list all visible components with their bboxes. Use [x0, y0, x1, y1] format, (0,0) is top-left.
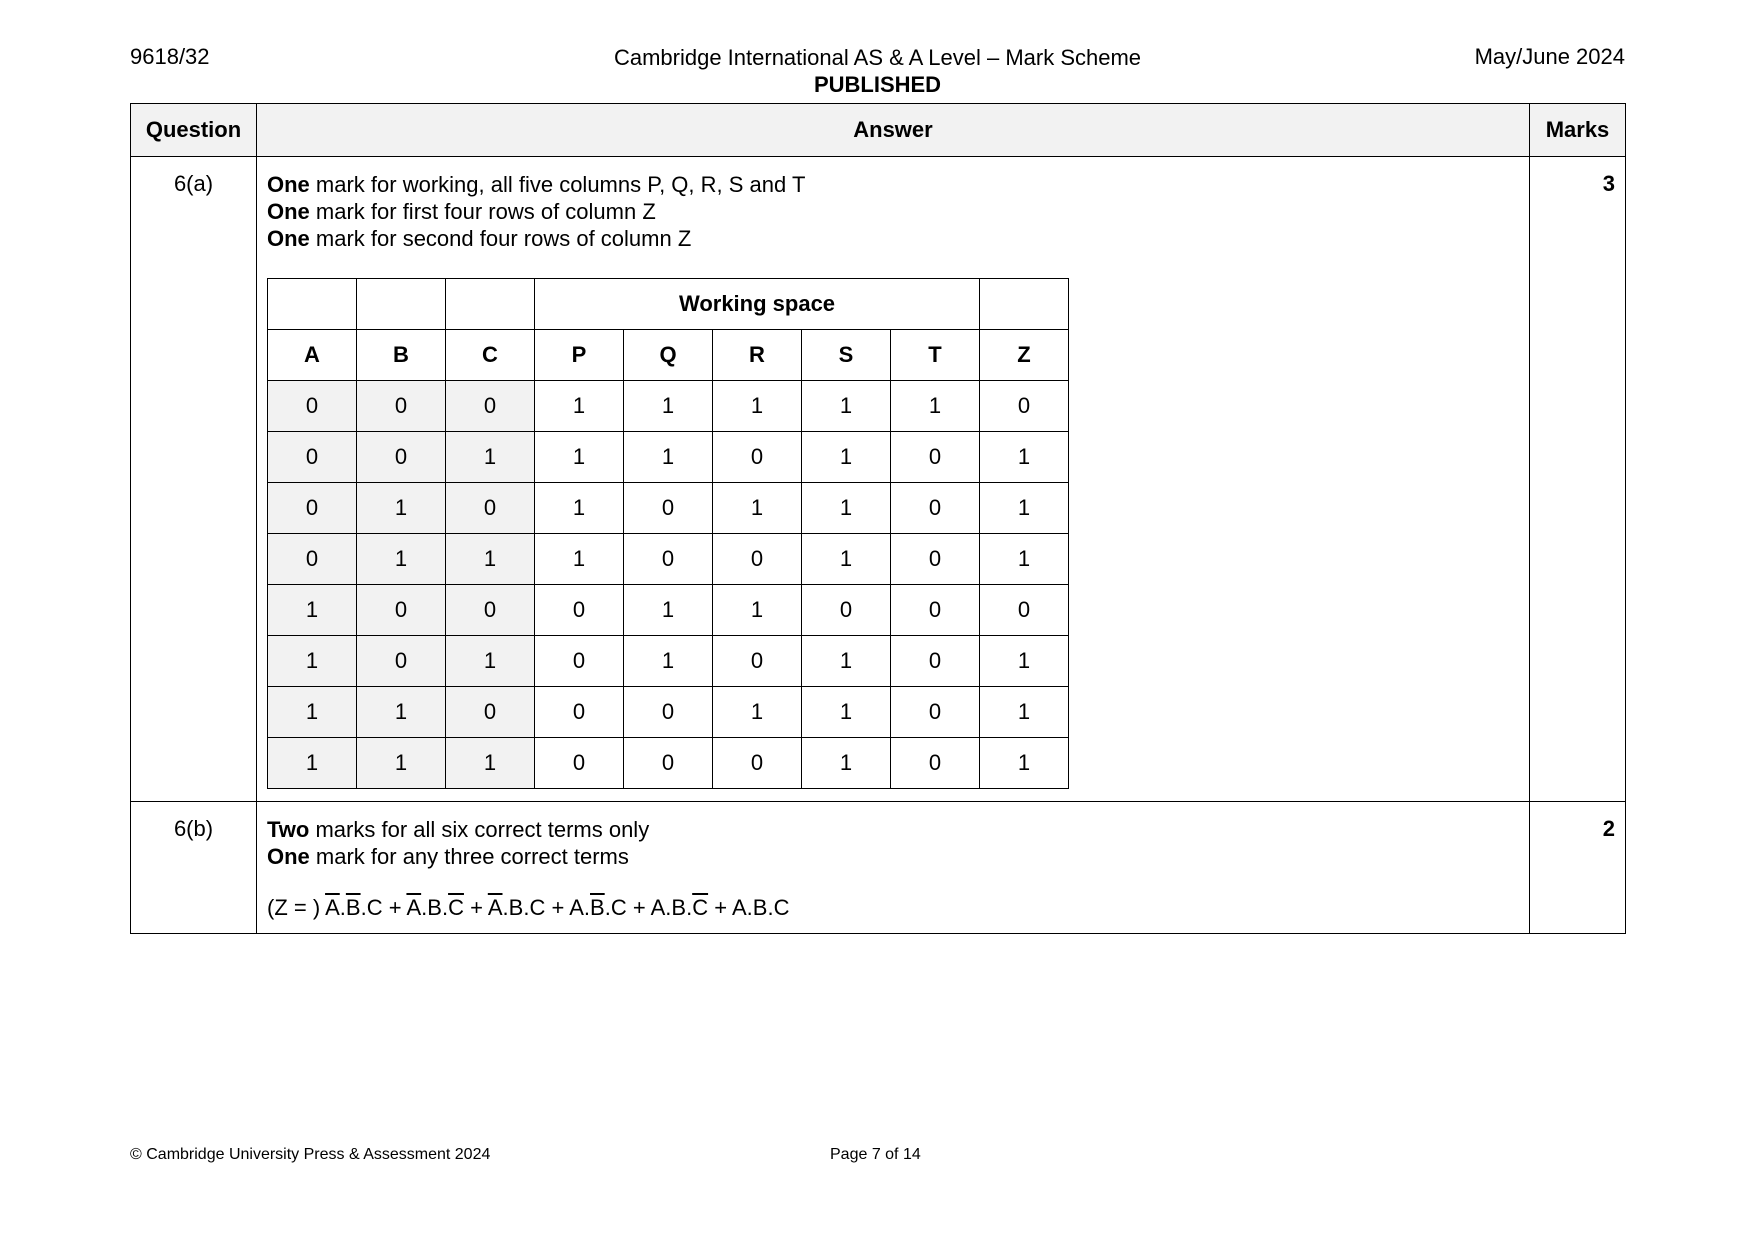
marks-value: 2	[1530, 802, 1626, 934]
boolean-expression	[267, 894, 1519, 921]
cell-c: 0	[446, 483, 535, 534]
and-operator: .	[767, 895, 774, 920]
criterion-text: mark for working, all five columns P, Q, R, S and T	[309, 172, 806, 197]
cell-t: 0	[891, 432, 980, 483]
plus-operator: +	[545, 895, 570, 920]
column-header-r: R	[713, 330, 802, 381]
plus-operator: +	[626, 895, 651, 920]
blank-cell	[268, 279, 357, 330]
question-row-6a	[131, 157, 1626, 802]
and-operator: .	[604, 895, 611, 920]
cell-r: 0	[713, 738, 802, 789]
mark-criteria	[267, 816, 1519, 870]
cell-q: 0	[624, 483, 713, 534]
cell-p: 0	[535, 585, 624, 636]
variable: C	[610, 895, 627, 920]
criterion-line	[267, 843, 1519, 870]
column-header-c: C	[446, 330, 535, 381]
plus-operator: +	[708, 895, 732, 920]
cell-p: 0	[535, 738, 624, 789]
table-row	[268, 483, 1069, 534]
cell-q: 0	[624, 687, 713, 738]
cell-z: 1	[980, 738, 1069, 789]
column-header-z: Z	[980, 330, 1069, 381]
variable: C	[529, 895, 546, 920]
negated-variable: $\overline{B}$	[590, 895, 605, 920]
variable: A	[731, 895, 747, 920]
cell-r: 1	[713, 585, 802, 636]
and-operator: .	[523, 895, 530, 920]
cell-c: 0	[446, 687, 535, 738]
and-operator: .	[583, 895, 590, 920]
cell-r: 1	[713, 483, 802, 534]
cell-b: 0	[357, 381, 446, 432]
copyright-notice: © Cambridge University Press & Assessment 2024	[130, 1146, 491, 1163]
table-header-row	[131, 104, 1626, 157]
criterion-emphasis: One	[267, 172, 310, 197]
and-operator: .	[421, 895, 428, 920]
cell-a: 1	[268, 738, 357, 789]
cell-t: 1	[891, 381, 980, 432]
answer-cell	[257, 802, 1530, 934]
cell-r: 0	[713, 534, 802, 585]
page-number: Page 7 of 14	[830, 1146, 921, 1163]
cell-r: 1	[713, 687, 802, 738]
cell-p: 1	[535, 483, 624, 534]
product-term	[488, 895, 546, 920]
and-operator: .	[441, 895, 449, 920]
and-operator: .	[746, 895, 753, 920]
table-row	[268, 432, 1069, 483]
column-header-b: B	[357, 330, 446, 381]
cell-a: 0	[268, 381, 357, 432]
working-space-label: Working space	[535, 279, 980, 330]
title-text: Cambridge International AS & A Level – Mark Scheme	[613, 45, 1142, 70]
cell-s: 1	[802, 738, 891, 789]
variable: C	[773, 895, 790, 920]
negated-variable: $\overline{A}$	[406, 895, 422, 920]
negated-variable: $\overline{A}$	[325, 895, 340, 920]
table-row	[268, 738, 1069, 789]
cell-r: 1	[713, 381, 802, 432]
cell-p: 1	[535, 534, 624, 585]
blank-cell	[357, 279, 446, 330]
cell-r: 0	[713, 432, 802, 483]
cell-z: 1	[980, 534, 1069, 585]
negated-variable: $\overline{A}$	[487, 895, 503, 920]
cell-z: 1	[980, 636, 1069, 687]
criterion-text: mark for second four rows of column Z	[309, 226, 692, 251]
question-number: 6(b)	[131, 802, 257, 934]
answer-header: Answer	[257, 104, 1530, 157]
cell-z: 1	[980, 483, 1069, 534]
cell-c: 0	[446, 585, 535, 636]
cell-c: 1	[446, 534, 535, 585]
question-header: Question	[131, 104, 257, 157]
cell-p: 0	[535, 687, 624, 738]
expression-prefix: (Z = )	[267, 895, 326, 920]
cell-q: 0	[624, 534, 713, 585]
column-header-a: A	[268, 330, 357, 381]
cell-z: 1	[980, 432, 1069, 483]
cell-q: 1	[624, 381, 713, 432]
cell-t: 0	[891, 636, 980, 687]
cell-a: 0	[268, 432, 357, 483]
and-operator: .	[665, 895, 672, 920]
cell-a: 0	[268, 534, 357, 585]
column-header-t: T	[891, 330, 980, 381]
column-header-row	[268, 330, 1069, 381]
variable: A	[569, 895, 584, 920]
mark-criteria	[267, 171, 1519, 252]
criterion-text: mark for first four rows of column Z	[309, 199, 656, 224]
cell-c: 0	[446, 381, 535, 432]
negated-variable: $\overline{B}$	[345, 895, 361, 920]
criterion-line	[267, 171, 1519, 198]
criterion-emphasis: Two	[267, 817, 310, 842]
column-header-q: Q	[624, 330, 713, 381]
answer-cell	[257, 157, 1530, 802]
truth-table	[267, 278, 1069, 789]
variable: B	[508, 895, 524, 920]
and-operator: .	[686, 895, 693, 920]
cell-b: 1	[357, 483, 446, 534]
product-term	[569, 895, 627, 920]
table-row	[268, 534, 1069, 585]
cell-a: 1	[268, 636, 357, 687]
cell-q: 1	[624, 432, 713, 483]
cell-s: 1	[802, 381, 891, 432]
variable: B	[671, 895, 687, 920]
mark-scheme-table	[130, 103, 1626, 934]
published-label: PUBLISHED	[813, 72, 942, 97]
variable: B	[427, 895, 442, 920]
exam-session: May/June 2024	[1474, 44, 1625, 69]
cell-t: 0	[891, 483, 980, 534]
criterion-emphasis: One	[267, 844, 310, 869]
and-operator: .	[339, 895, 346, 920]
paper-code: 9618/32	[130, 44, 210, 69]
and-operator: .	[502, 895, 509, 920]
cell-a: 0	[268, 483, 357, 534]
and-operator: .	[360, 895, 367, 920]
criterion-line	[267, 198, 1519, 225]
table-row	[268, 585, 1069, 636]
cell-p: 1	[535, 432, 624, 483]
variable: C	[366, 895, 383, 920]
criterion-emphasis: One	[267, 199, 310, 224]
cell-b: 0	[357, 636, 446, 687]
cell-s: 1	[802, 483, 891, 534]
cell-b: 1	[357, 738, 446, 789]
criterion-text: mark for any three correct terms	[309, 844, 629, 869]
cell-a: 1	[268, 687, 357, 738]
product-term	[325, 895, 383, 920]
table-row	[268, 687, 1069, 738]
criterion-emphasis: One	[267, 226, 310, 251]
cell-c: 1	[446, 738, 535, 789]
cell-r: 0	[713, 636, 802, 687]
question-number: 6(a)	[131, 157, 257, 802]
plus-operator: +	[463, 895, 488, 920]
cell-s: 1	[802, 432, 891, 483]
cell-q: 0	[624, 738, 713, 789]
cell-s: 1	[802, 534, 891, 585]
cell-t: 0	[891, 687, 980, 738]
column-header-p: P	[535, 330, 624, 381]
cell-q: 1	[624, 636, 713, 687]
cell-b: 1	[357, 687, 446, 738]
question-row-6b	[131, 802, 1626, 934]
cell-s: 1	[802, 687, 891, 738]
cell-p: 0	[535, 636, 624, 687]
column-header-s: S	[802, 330, 891, 381]
cell-s: 1	[802, 636, 891, 687]
cell-s: 0	[802, 585, 891, 636]
blank-cell	[446, 279, 535, 330]
cell-t: 0	[891, 585, 980, 636]
product-term	[406, 895, 464, 920]
blank-cell	[980, 279, 1069, 330]
cell-q: 1	[624, 585, 713, 636]
product-term	[651, 895, 709, 920]
variable: A	[650, 895, 666, 920]
table-row	[268, 636, 1069, 687]
working-space-row	[268, 279, 1069, 330]
marks-header: Marks	[1530, 104, 1626, 157]
cell-b: 0	[357, 432, 446, 483]
plus-operator: +	[382, 895, 407, 920]
cell-p: 1	[535, 381, 624, 432]
negated-variable: $\overline{C}$	[692, 895, 709, 920]
cell-t: 0	[891, 738, 980, 789]
criterion-line	[267, 816, 1519, 843]
cell-b: 0	[357, 585, 446, 636]
cell-z: 1	[980, 687, 1069, 738]
negated-variable: $\overline{C}$	[448, 895, 464, 920]
variable: B	[752, 895, 768, 920]
cell-t: 0	[891, 534, 980, 585]
table-row	[268, 381, 1069, 432]
cell-c: 1	[446, 432, 535, 483]
cell-a: 1	[268, 585, 357, 636]
criterion-line	[267, 225, 1519, 252]
marks-value: 3	[1530, 157, 1626, 802]
product-term	[732, 895, 790, 920]
cell-c: 1	[446, 636, 535, 687]
cell-z: 0	[980, 381, 1069, 432]
cell-z: 0	[980, 585, 1069, 636]
cell-b: 1	[357, 534, 446, 585]
criterion-text: marks for all six correct terms only	[309, 817, 650, 842]
